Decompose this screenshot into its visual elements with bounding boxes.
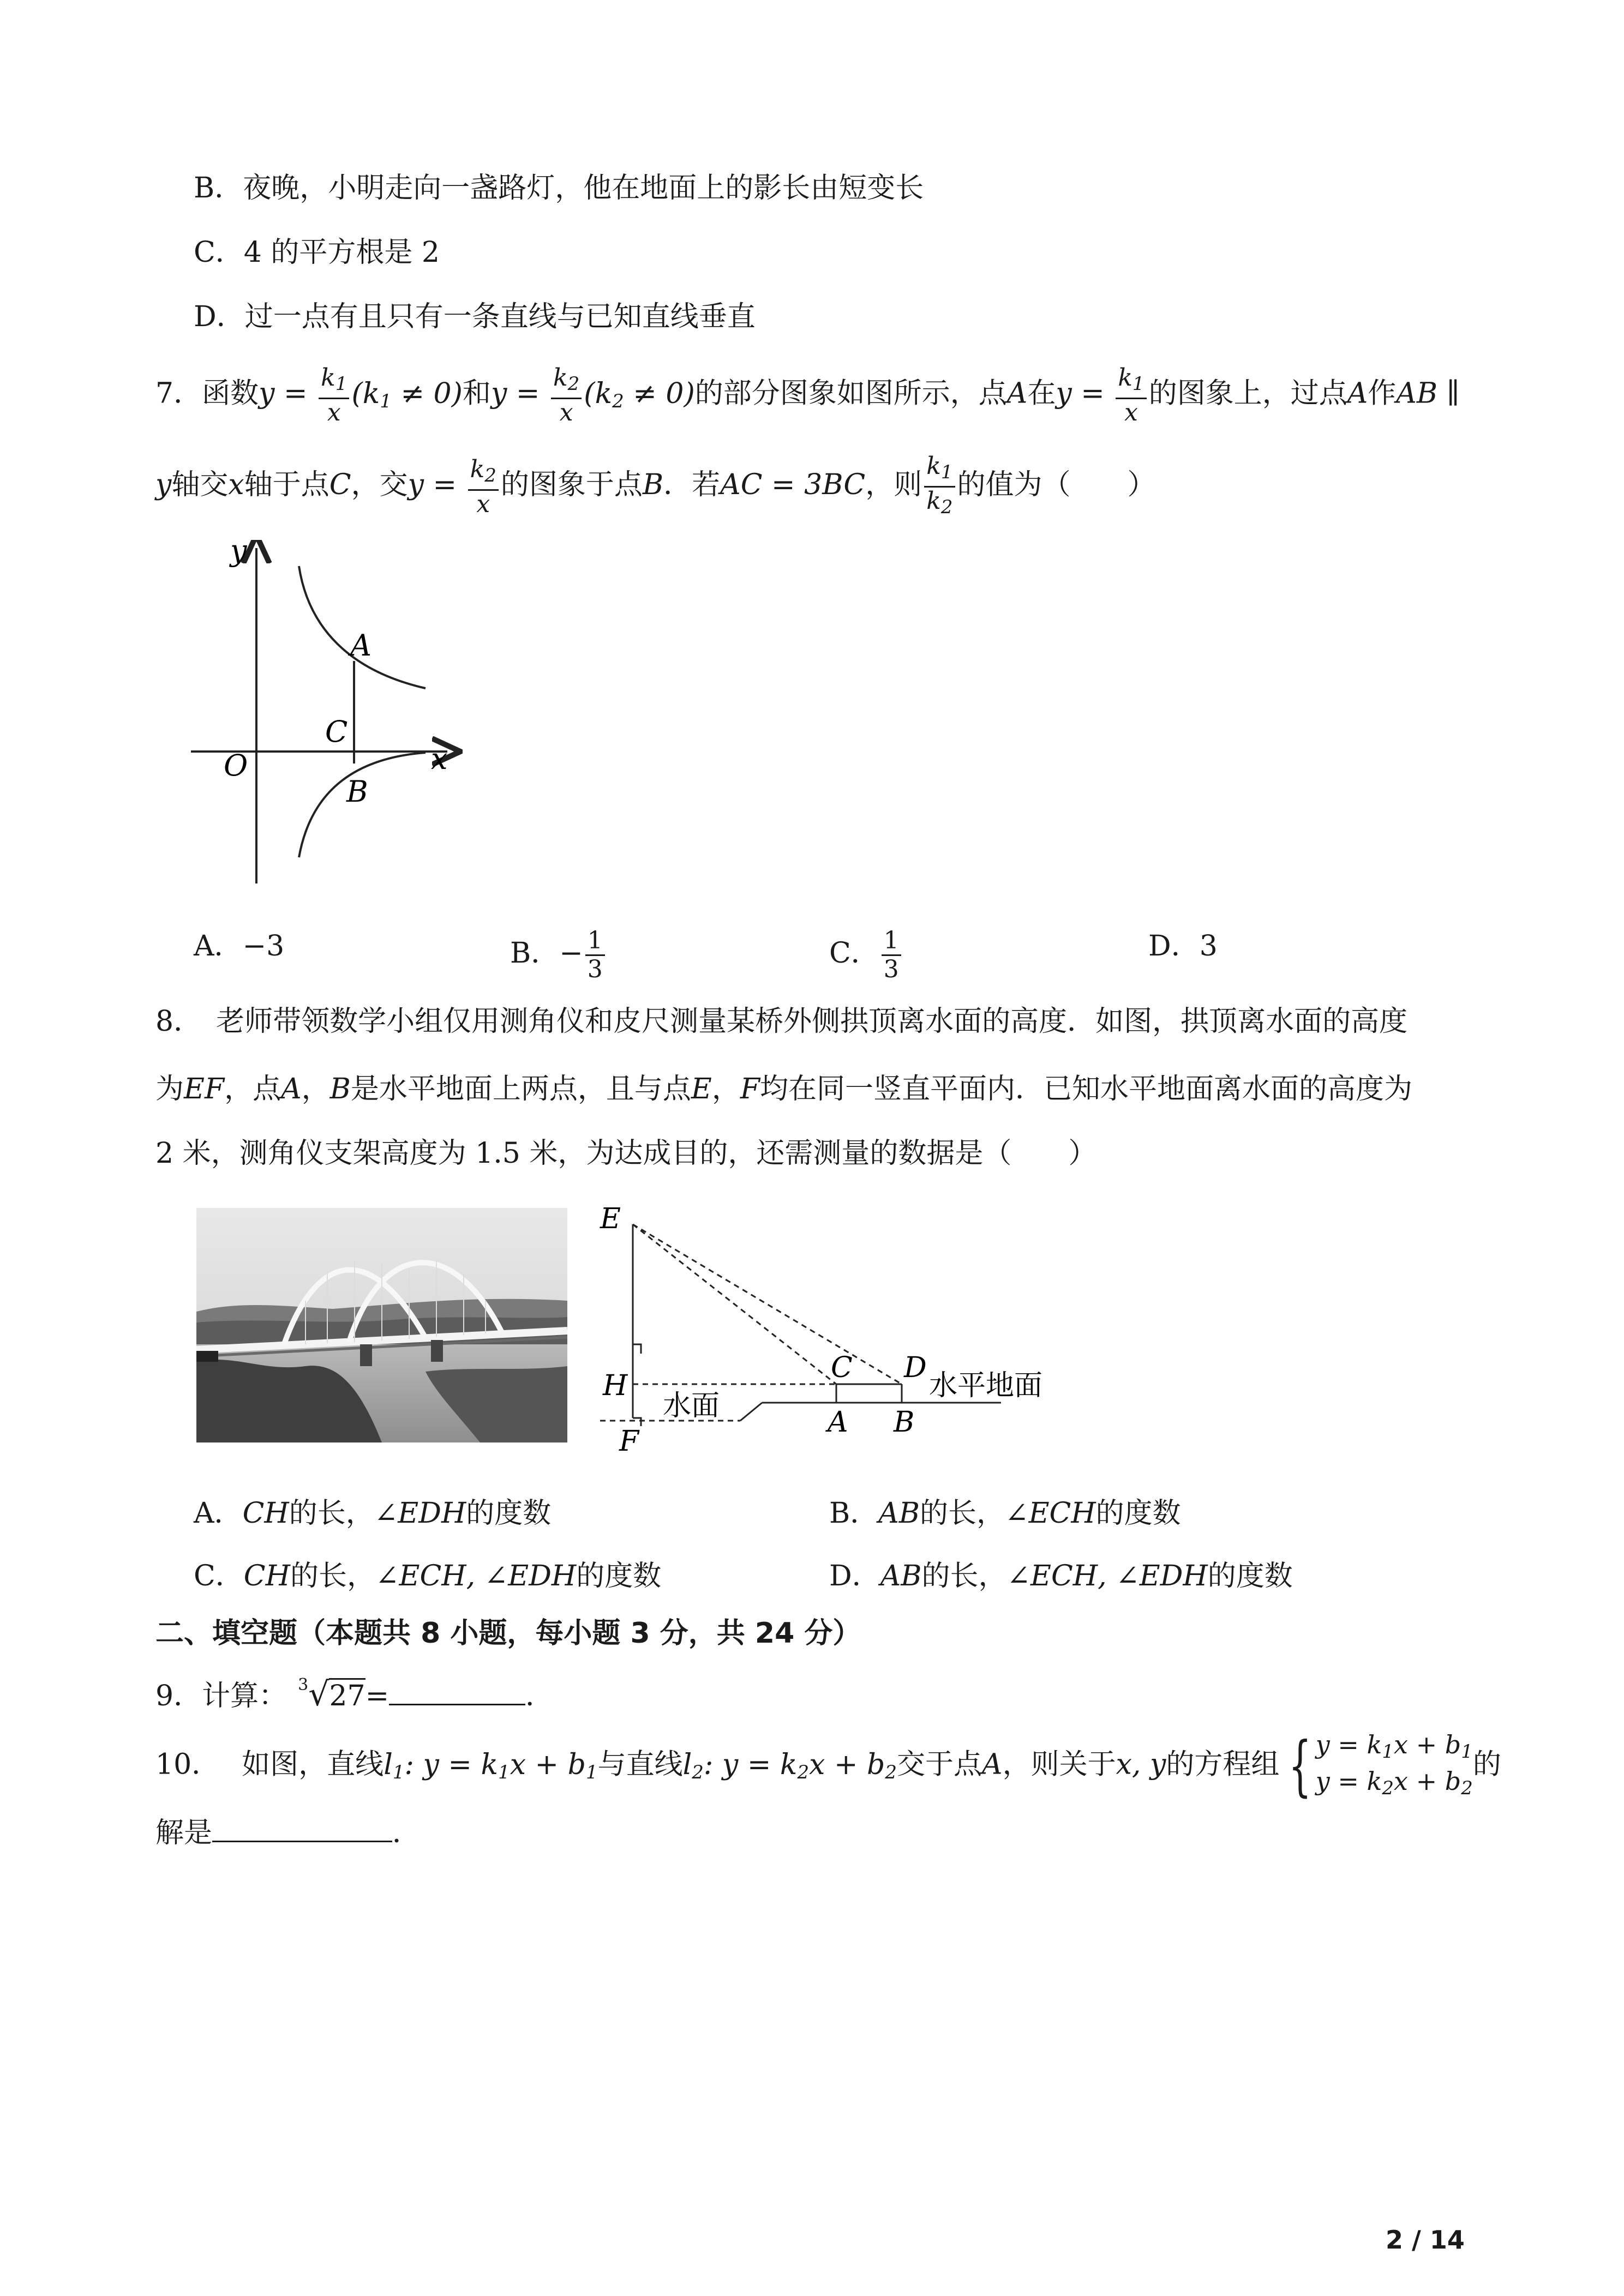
- q10-answer-blank[interactable]: [212, 1813, 392, 1842]
- section-2-heading: 二、填空题（本题共 8 小题，每小题 3 分，共 24 分）: [155, 1617, 861, 1650]
- q8-measurement-diagram: [592, 1200, 1072, 1456]
- diagram-label-c: C: [831, 1351, 853, 1384]
- bridge-photo: [196, 1208, 567, 1442]
- graph-label-a: A: [350, 628, 371, 663]
- q7-line-1: 7．函数y = $\frac{k_1}{x}$ $(k_1 \ne 0)$和y = $\frac{k_2}{x}$ $(k_2 \ne 0)$的部分图象如图所示，点A在y = $\frac{k_1}{x}$ 的图象上，过点A作AB ∥: [155, 364, 1460, 426]
- graph-label-o: O: [224, 748, 248, 783]
- graph-label-b: B: [346, 774, 368, 809]
- q8-option-c: C．CH的长，∠ECH, ∠EDH的度数: [194, 1560, 662, 1592]
- diagram-label-water: 水面: [663, 1390, 720, 1422]
- sight-line-ed: [633, 1224, 902, 1384]
- page-number: 2 / 14: [1386, 2225, 1465, 2255]
- q7-option-b: B．− $\frac{1}{3}$: [510, 927, 607, 983]
- q7-option-a: A．−3: [194, 930, 285, 963]
- graph-label-x: x: [431, 742, 448, 776]
- diagram-label-b: B: [894, 1406, 915, 1439]
- q10-line-2: 解是 ．: [155, 1813, 421, 1852]
- graph-label-y: y: [230, 540, 247, 568]
- sight-line-ec: [633, 1224, 836, 1384]
- graph-label-c: C: [325, 714, 348, 749]
- q8-line-1: 8． 老师带领数学小组仅用测角仪和皮尺测量某桥外侧拱顶离水面的高度．如图，拱顶离水面的高度: [155, 1005, 1408, 1038]
- diagram-label-h: H: [603, 1369, 628, 1402]
- q8-line-2: 为EF，点A，B是水平地面上两点，且与点E，F均在同一竖直平面内．已知水平地面离水面的高度为: [155, 1073, 1412, 1105]
- q6-option-d: D．过一点有且只有一条直线与已知直线垂直: [194, 300, 756, 333]
- q7-option-d: D．3: [1148, 930, 1218, 963]
- q8-line-3: 2 米，测角仪支架高度为 1.5 米，为达成目的，还需测量的数据是（ ）: [155, 1137, 1097, 1170]
- q7-line-2: y轴交x轴于点C，交y = $\frac{k_2}{x}$ 的图象于点B．若AC = 3BC，则 $\frac{k_1}{k_2}$ 的值为（ ）: [155, 452, 1156, 518]
- q10-line-1: 10． 如图，直线$l_1$: $y = k_1x + b_1$与直线$l_2$: $y = k_2x + b_2$交于点A，则关于x, y的方程组 { $y = k_1x + b_1$ $y = k_2x + b_2$ 的: [155, 1728, 1501, 1804]
- q7-hyperbola-graph: [185, 540, 469, 889]
- q6-option-b: B．夜晚，小明走向一盏路灯，他在地面上的影长由短变长: [194, 172, 924, 205]
- diagram-label-f: F: [619, 1425, 639, 1456]
- diagram-label-a: A: [828, 1406, 848, 1439]
- q7-option-c: C． $\frac{1}{3}$: [829, 927, 903, 983]
- q8-option-b: B．AB的长，∠ECH的度数: [829, 1497, 1181, 1530]
- diagram-label-e: E: [600, 1203, 621, 1235]
- q8-option-a: A．CH的长，∠EDH的度数: [194, 1497, 552, 1530]
- q6-option-c: C．4 的平方根是 2: [194, 236, 440, 269]
- diagram-label-ground: 水平地面: [929, 1369, 1043, 1402]
- q9-answer-blank[interactable]: [389, 1676, 525, 1705]
- q9-line: 9．计算： $^3$√27= ．: [155, 1675, 554, 1714]
- curve-k1: [299, 566, 426, 688]
- q8-option-d: D．AB的长，∠ECH, ∠EDH的度数: [829, 1560, 1293, 1592]
- diagram-label-d: D: [904, 1351, 927, 1384]
